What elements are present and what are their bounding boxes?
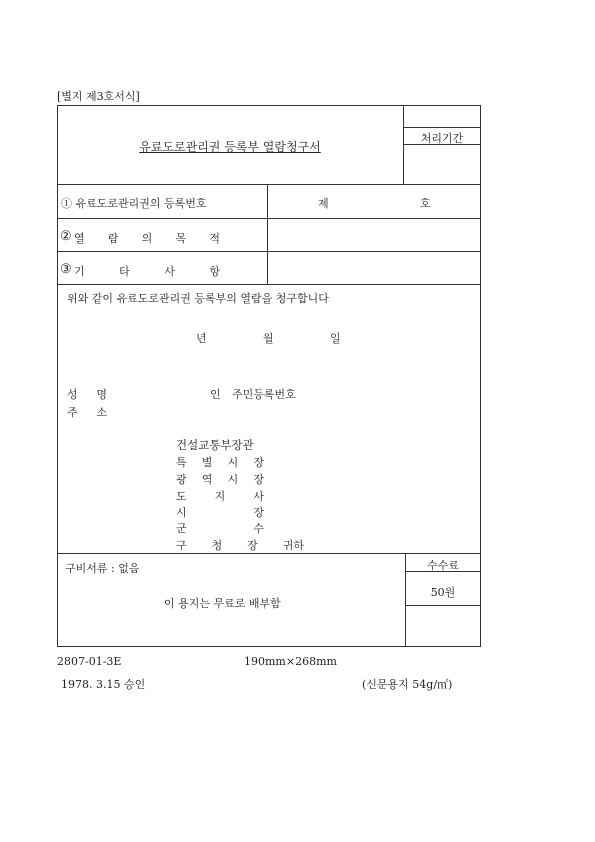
paper-size: 190mm×268mm xyxy=(244,655,337,668)
fee-amount-line xyxy=(405,605,481,606)
other-matters-label xyxy=(74,263,220,279)
row-line-3 xyxy=(57,251,481,252)
other-char: 기 xyxy=(74,265,85,278)
approval-date: 1978. 3.15 승인 xyxy=(61,678,146,691)
purpose-char: 의 xyxy=(141,232,153,245)
recipient-governor xyxy=(176,488,264,504)
recipient-char: 광 xyxy=(176,473,187,486)
recipient-char: 청 xyxy=(211,539,223,552)
recipient-metropolitan-mayor xyxy=(176,471,264,487)
purpose-char: 열 xyxy=(74,232,85,245)
bottom-section-line xyxy=(57,553,481,554)
recipient-minister: 건설교통부장관 xyxy=(176,438,254,452)
recipient-char: 장 xyxy=(253,506,264,519)
purpose-char: 람 xyxy=(107,232,119,245)
registration-number-label: ① 유료도로관리권의 등록번호 xyxy=(61,197,207,210)
resident-number-label: 주민등록번호 xyxy=(232,388,296,401)
form-code: 2807-01-3E xyxy=(57,655,122,668)
registration-number-suffix: 호 xyxy=(420,197,431,210)
form-title: 유료도로관리권 등록부 열람청구서 xyxy=(139,140,321,154)
address-char: 소 xyxy=(96,406,107,419)
other-char: 사 xyxy=(164,265,175,278)
recipient-char: 수 xyxy=(253,522,264,535)
recipient-special-city-mayor xyxy=(176,454,264,470)
address-label xyxy=(67,404,107,420)
fee-label: 수수료 xyxy=(427,559,459,572)
purpose-char: 목 xyxy=(175,232,187,245)
seal-mark: 인 xyxy=(210,388,221,401)
recipient-char: 군 xyxy=(176,522,187,535)
date-month: 월 xyxy=(263,332,274,345)
recipient-char: 시 xyxy=(176,506,187,519)
purpose-char: 적 xyxy=(209,232,220,245)
recipient-char: 장 xyxy=(253,473,264,486)
recipient-char: 지 xyxy=(214,490,226,503)
recipient-char: 특 xyxy=(176,456,187,469)
recipient-city-mayor xyxy=(176,504,264,520)
date-day: 일 xyxy=(330,332,341,345)
attachments-text: 구비서류 : 없음 xyxy=(65,562,140,575)
recipient-char: 장 xyxy=(247,539,258,552)
name-char: 명 xyxy=(96,388,107,401)
recipient-char: 장 xyxy=(253,456,264,469)
row-line-4 xyxy=(57,284,481,285)
name-char: 성 xyxy=(67,388,78,401)
recipient-char: 역 xyxy=(201,473,213,486)
period-top-line xyxy=(403,127,481,128)
recipient-char: 구 xyxy=(176,539,187,552)
address-char: 주 xyxy=(67,406,78,419)
recipient-char: 시 xyxy=(227,473,239,486)
recipient-char: 시 xyxy=(227,456,239,469)
other-char: 타 xyxy=(119,265,130,278)
row-line-1 xyxy=(57,184,481,185)
row3-number: ③ xyxy=(60,262,72,277)
registration-number-prefix: 제 xyxy=(318,197,329,210)
date-year: 년 xyxy=(196,332,207,345)
row2-number: ② xyxy=(60,229,72,244)
purpose-label xyxy=(74,230,220,246)
processing-period-label: 처리기간 xyxy=(420,132,464,145)
name-label xyxy=(67,386,107,402)
row-line-2 xyxy=(57,218,481,219)
form-number: [별지 제3호서식] xyxy=(57,90,140,103)
other-char: 항 xyxy=(209,265,220,278)
recipient-char: 도 xyxy=(176,490,187,503)
request-text: 위와 같이 유료도로관리권 등록부의 열람을 청구합니다 xyxy=(67,292,329,305)
row-column-divider xyxy=(267,184,268,284)
recipient-district-head xyxy=(176,537,304,553)
free-distribution-note: 이 용지는 무료로 배부함 xyxy=(164,597,281,610)
recipient-char: 사 xyxy=(253,490,264,503)
fee-amount: 50원 xyxy=(430,586,456,599)
paper-type: (신문용지 54g/㎡) xyxy=(362,678,453,691)
recipient-char: 별 xyxy=(201,456,213,469)
recipient-county-head xyxy=(176,520,264,536)
recipient-char: 귀하 xyxy=(282,539,304,552)
